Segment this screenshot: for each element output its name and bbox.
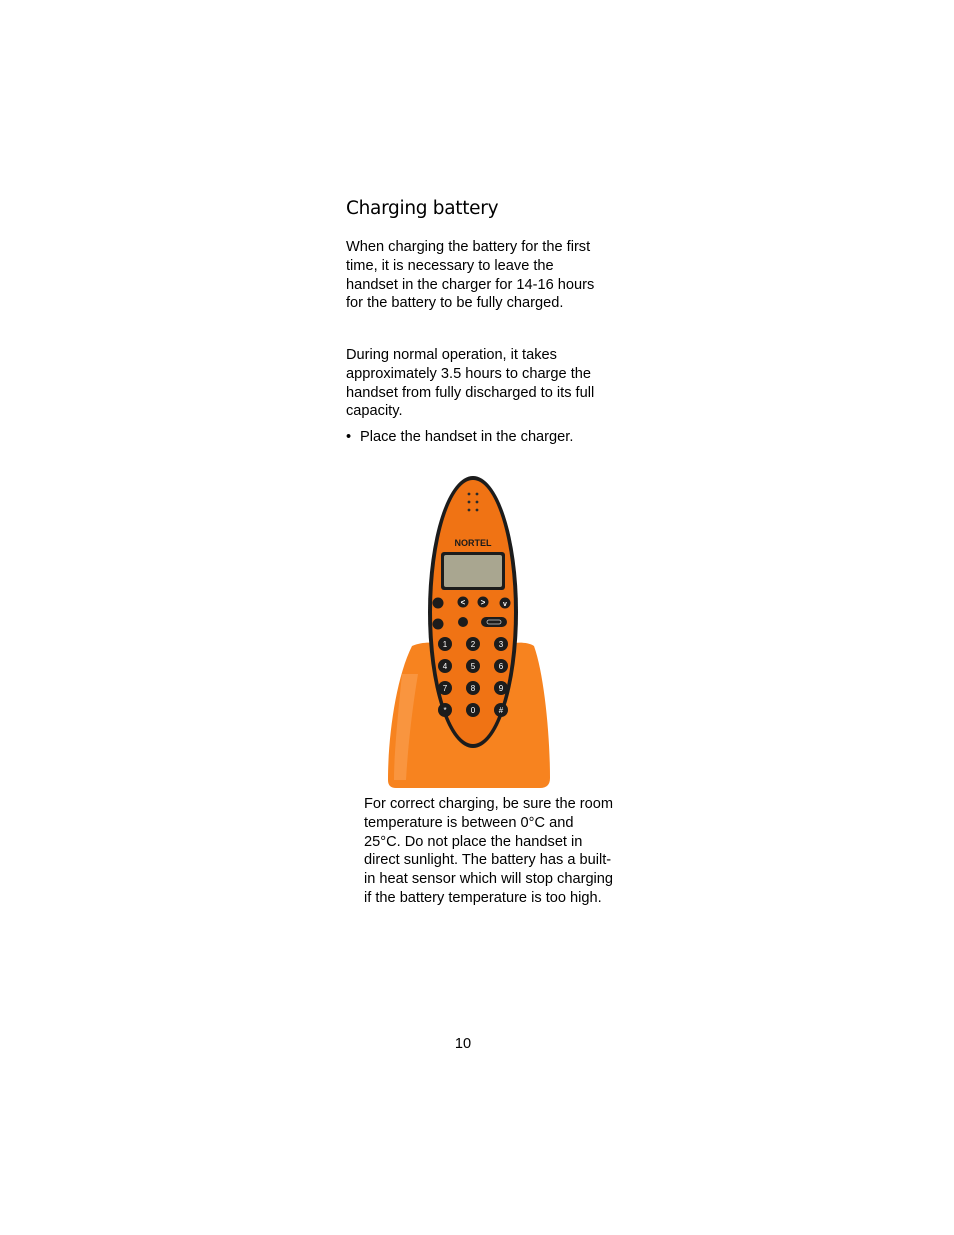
keypad-key-label: 7 xyxy=(442,684,448,693)
call-key xyxy=(481,617,507,627)
keypad-key-label: 5 xyxy=(470,662,476,671)
keypad-key-label: 6 xyxy=(498,662,504,671)
note-temperature: For correct charging, be sure the room temperature is between 0°C and 25°C. Do not place the handset in direct sunlight. The battery has a built-in heat sensor which will stop charging if the battery temperature is too high. xyxy=(364,796,614,906)
keypad-key-label: 1 xyxy=(442,640,448,649)
keypad-key-label: 9 xyxy=(498,684,504,693)
paragraph-normal-operation: During normal operation, it takes approximately 3.5 hours to charge the handset from fully discharged to its full capacity. xyxy=(346,347,595,420)
keypad-key-label: 0 xyxy=(470,706,476,715)
page-number: 10 xyxy=(454,1036,472,1052)
svg-text:v: v xyxy=(503,601,507,608)
soft-key-left-2 xyxy=(433,619,444,630)
keypad-key-label: 8 xyxy=(470,684,476,693)
paragraph-first-charge: When charging the battery for the first time, it is necessary to leave the handset in the charger for 14-16 hours for the battery to be fully charged. xyxy=(346,239,595,312)
bullet-place-handset xyxy=(346,428,616,447)
soft-key-left-1 xyxy=(433,598,444,609)
keypad-key-label: * xyxy=(443,706,447,715)
keypad-key-label: # xyxy=(498,706,504,715)
section-title: Charging battery xyxy=(346,198,499,219)
keypad-key-label: 3 xyxy=(498,640,504,649)
bullet-text: Place the handset in the charger. xyxy=(360,429,574,445)
keypad-key-label: 2 xyxy=(470,640,476,649)
soft-key-r xyxy=(458,617,468,627)
keypad-key-label: 4 xyxy=(442,662,448,671)
svg-text:>: > xyxy=(480,598,486,607)
handset-in-charger-image xyxy=(382,474,558,790)
svg-text:<: < xyxy=(460,598,466,607)
brand-logo: NORTEL xyxy=(454,538,492,548)
bullet-marker: • xyxy=(346,429,352,445)
